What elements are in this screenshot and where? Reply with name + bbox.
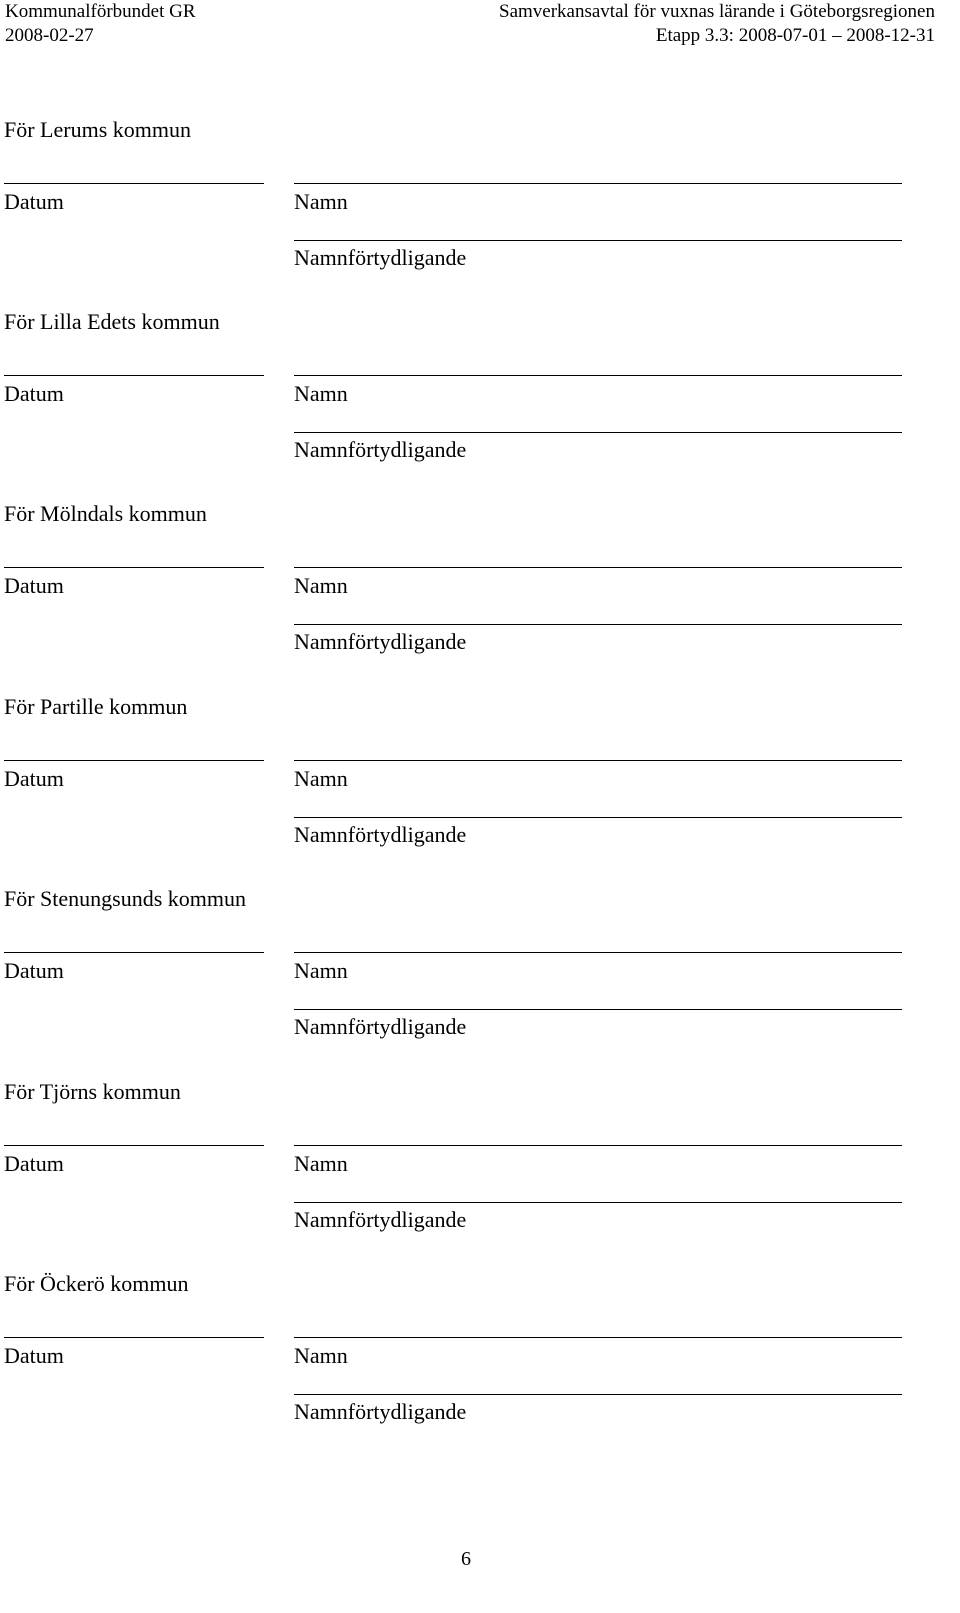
page-header bbox=[5, 0, 935, 48]
name-clarification-line bbox=[294, 1202, 902, 1203]
date-signature-line bbox=[4, 1145, 264, 1146]
section-title: För Partille kommun bbox=[4, 694, 188, 719]
page-number: 6 bbox=[461, 1548, 471, 1570]
section-title: För Mölndals kommun bbox=[4, 501, 207, 526]
date-label: Datum bbox=[4, 1151, 64, 1176]
header-period: Etapp 3.3: 2008-07-01 – 2008-12-31 bbox=[655, 25, 935, 46]
date-label: Datum bbox=[4, 381, 64, 406]
name-label: Namn bbox=[294, 189, 348, 214]
name-signature-line bbox=[294, 183, 902, 184]
header-row-1 bbox=[5, 0, 935, 24]
name-clarification-line bbox=[294, 1394, 902, 1395]
date-label: Datum bbox=[4, 1343, 64, 1368]
name-clarification-line bbox=[294, 1009, 902, 1010]
name-clarification-label: Namnförtydligande bbox=[294, 1207, 467, 1232]
name-clarification-label: Namnförtydligande bbox=[294, 1014, 467, 1039]
date-label: Datum bbox=[4, 189, 64, 214]
section-title: För Lerums kommun bbox=[4, 117, 191, 142]
signature-block-ockero bbox=[0, 1271, 960, 1463]
section-title: För Lilla Edets kommun bbox=[4, 309, 220, 334]
name-label: Namn bbox=[294, 766, 348, 791]
signature-block-stenungsund bbox=[0, 886, 960, 1078]
header-row-2 bbox=[5, 24, 935, 48]
name-signature-line bbox=[294, 760, 902, 761]
name-clarification-line bbox=[294, 432, 902, 433]
section-title: För Tjörns kommun bbox=[4, 1079, 181, 1104]
name-label: Namn bbox=[294, 1343, 348, 1368]
name-signature-line bbox=[294, 1145, 902, 1146]
signature-block-partille bbox=[0, 694, 960, 886]
date-signature-line bbox=[4, 567, 264, 568]
date-signature-line bbox=[4, 1337, 264, 1338]
date-label: Datum bbox=[4, 573, 64, 598]
signature-block-lerum bbox=[0, 117, 960, 309]
date-signature-line bbox=[4, 760, 264, 761]
header-org: Kommunalförbundet GR bbox=[5, 1, 196, 22]
signature-block-lilla-edet bbox=[0, 309, 960, 501]
name-clarification-label: Namnförtydligande bbox=[294, 1399, 467, 1424]
name-label: Namn bbox=[294, 381, 348, 406]
name-clarification-label: Namnförtydligande bbox=[294, 822, 467, 847]
date-signature-line bbox=[4, 375, 264, 376]
header-title: Samverkansavtal för vuxnas lärande i Göteborgsregionen bbox=[499, 1, 935, 22]
name-signature-line bbox=[294, 1337, 902, 1338]
name-clarification-line bbox=[294, 817, 902, 818]
section-title: För Stenungsunds kommun bbox=[4, 886, 247, 911]
name-signature-line bbox=[294, 375, 902, 376]
signature-block-molndal bbox=[0, 501, 960, 693]
header-date: 2008-02-27 bbox=[5, 25, 94, 46]
name-signature-line bbox=[294, 567, 902, 568]
name-clarification-label: Namnförtydligande bbox=[294, 245, 467, 270]
signature-block-tjorn bbox=[0, 1079, 960, 1271]
name-label: Namn bbox=[294, 1151, 348, 1176]
name-label: Namn bbox=[294, 958, 348, 983]
name-signature-line bbox=[294, 952, 902, 953]
date-signature-line bbox=[4, 183, 264, 184]
name-clarification-label: Namnförtydligande bbox=[294, 437, 467, 462]
section-title: För Öckerö kommun bbox=[4, 1271, 189, 1296]
name-clarification-label: Namnförtydligande bbox=[294, 629, 467, 654]
name-clarification-line bbox=[294, 240, 902, 241]
date-signature-line bbox=[4, 952, 264, 953]
date-label: Datum bbox=[4, 766, 64, 791]
name-label: Namn bbox=[294, 573, 348, 598]
date-label: Datum bbox=[4, 958, 64, 983]
name-clarification-line bbox=[294, 624, 902, 625]
